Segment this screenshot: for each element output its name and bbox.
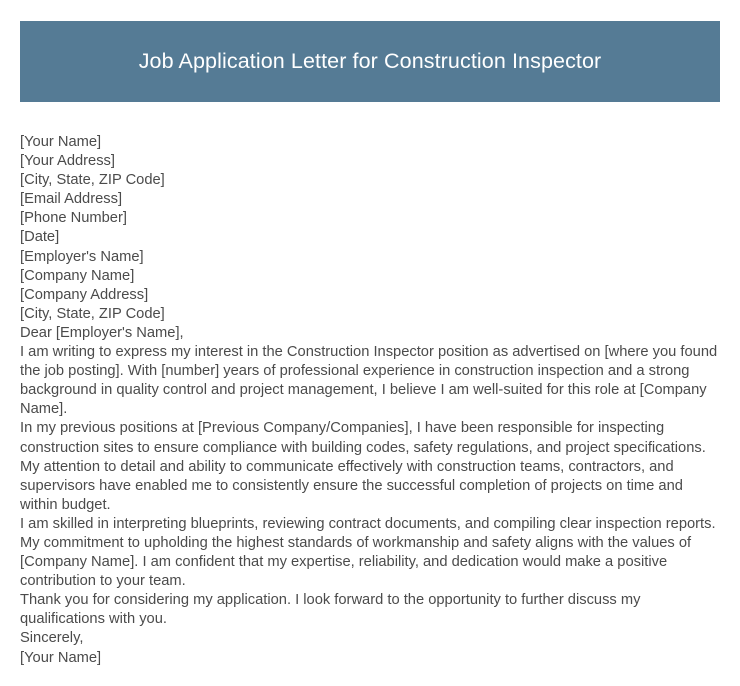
- body-paragraph-3: I am skilled in interpreting blueprints, reviewing contract documents, and compiling clear inspection reports. My commitment to upholding the highest standards of workmanship and safety aligns with the values of [Company Name]. I am confident that my expertise, reliability, and dedication would make a positive contribution to your team.: [20, 515, 716, 590]
- address-line-email: [Email Address]: [20, 191, 123, 208]
- address-line-employer-name: [Employer's Name]: [20, 248, 144, 265]
- body-paragraph-2: In my previous positions at [Previous Company/Companies], I have been responsible for inspecting construction sites to ensure compliance with building codes, safety regulations, and project specifications. My attention to detail and ability to communicate effectively with construction teams, contractors, and supervisors have enabled me to consistently ensure the successful completion of projects on time and within budget.: [20, 420, 706, 513]
- closing-salutation: Sincerely,: [20, 630, 84, 647]
- address-line-company-name: [Company Name]: [20, 267, 135, 284]
- address-line-company-address: [Company Address]: [20, 286, 149, 303]
- salutation: Dear [Employer's Name],: [20, 324, 184, 341]
- address-line-your-name: [Your Name]: [20, 134, 102, 150]
- address-line-your-address: [Your Address]: [20, 153, 115, 170]
- address-line-phone: [Phone Number]: [20, 210, 127, 227]
- signature-name: [Your Name]: [20, 649, 102, 666]
- address-line-company-city: [City, State, ZIP Code]: [20, 305, 165, 322]
- body-paragraph-1: I am writing to express my interest in the Construction Inspector position as advertised on [where you found the job posting]. With [number] years of professional experience in construction inspection and a strong background in quality control and project management, I believe I am well-suited for this role at [Company Name].: [20, 344, 718, 418]
- letter-body: [20, 133, 723, 668]
- address-line-city-state-zip: [City, State, ZIP Code]: [20, 172, 165, 189]
- page-title: Job Application Letter for Construction Inspector: [138, 48, 602, 73]
- address-line-date: [Date]: [20, 229, 60, 246]
- letter-header-banner: [20, 21, 720, 102]
- body-paragraph-4: Thank you for considering my application. I look forward to the opportunity to further discuss my qualifications with you.: [20, 592, 641, 628]
